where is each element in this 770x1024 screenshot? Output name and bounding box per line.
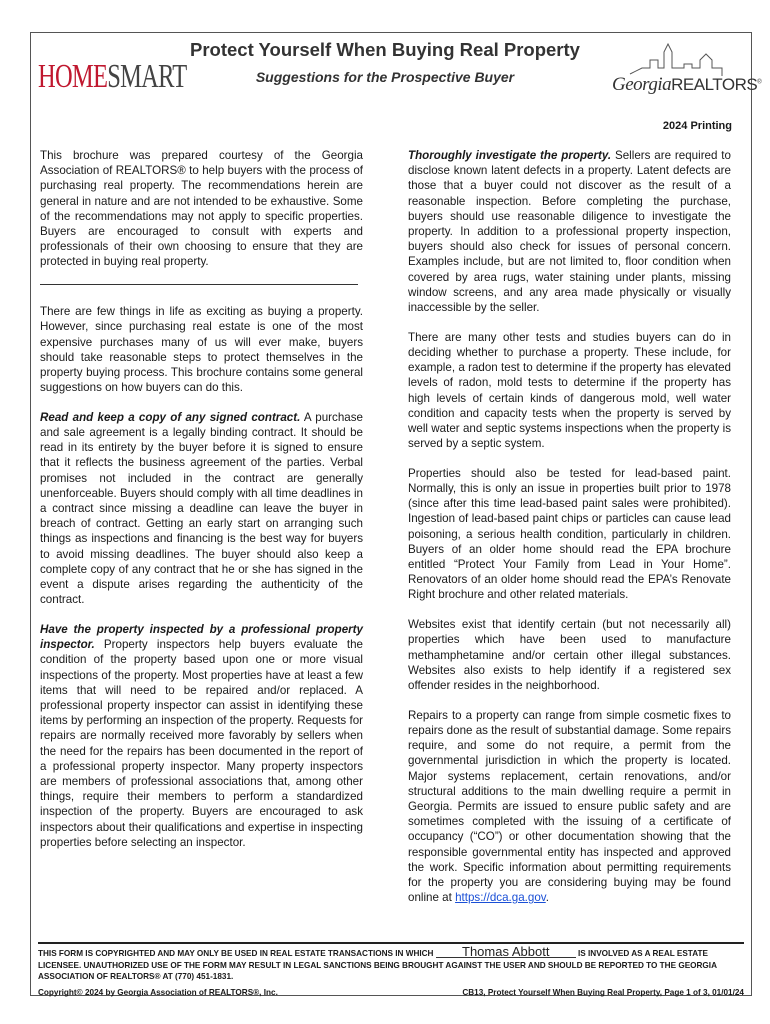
footer-rule bbox=[38, 942, 744, 944]
paragraph: Read and keep a copy of any signed contract. A purchase and sale agreement is a legally binding contract. It should be read in its entirety by the buyer before it is signed to ensure that it reflects the business agreement of the parties. Verbal promises not included in the contract are generally unenforceable. Buyers should comply with all time deadlines in a contract since missing a deadline can leave the buyer in breach of contract. Getting an early start on arranging such things as inspections and financing is the best way for buyers to avoid missing deadlines. The buyer should also keep a complete copy of any contract that he or she has signed in the event a dispute arises regarding the authenticity of the contract. bbox=[40, 410, 363, 607]
paragraph: Repairs to a property can range from simple cosmetic fixes to repairs done as the result of substantial damage. Some repairs require, and some do not require, a permit from the governmental jurisdiction in which the property is located. Major systems replacement, certain renovations, and/or structural additions to the main dwelling require a permit in Georgia. Permits are issued to ensure public safety and are sometimes completed with the issuing of a certificate of occupancy (“CO”) or other documentation showing that the responsible governmental entity has inspected and approved the work. Specific information about permitting requirements for the property you are considering buying may be found online at https://dca.ga.gov. bbox=[408, 708, 731, 905]
homesmart-logo: HOMESMART bbox=[38, 58, 187, 95]
copyright: Copyright© 2024 by Georgia Association of REALTORS®, Inc. bbox=[38, 987, 278, 997]
footer: THIS FORM IS COPYRIGHTED AND MAY ONLY BE USED IN REAL ESTATE TRANSACTIONS IN WHICH Thomas Abbott IS INVOLVED AS A REAL ESTATE LICENSEE. UNAUTHORIZED USE OF THE FORM MAY RESULT IN LEGAL SANCTIONS BEING BROUGHT AGAINST THE USER AND SHOULD BE REPORTED TO THE GEORGIA ASSOCIATION OF REALTORS® AT (770) 451-1831. Copyright© 2024 by Georgia Association of REALTORS®, Inc. CB13, Protect Yourself When Buying Real Property, Page 1 of 3, 01/01/24 bbox=[38, 944, 744, 997]
paragraph: Thoroughly investigate the property. Sellers are required to disclose known latent defects in a property. Latent defects are those that a buyer could not discover as the result of a reasonable inspection. Before completing the purchase, buyers should use reasonable diligence to investigate the property. In addition to a professional property inspection, buyers should also check for issues of personal concern. Examples include, but are not limited to, floor condition when covered by area rugs, water staining under plants, missing window screens, and any area made physically or visually inaccessible by the seller. bbox=[408, 149, 731, 315]
printing-year: 2024 Printing bbox=[662, 120, 732, 132]
section-heading: Thoroughly investigate the property. bbox=[408, 149, 612, 162]
licensee-name-field[interactable]: Thomas Abbott bbox=[436, 947, 576, 958]
dca-link[interactable]: https://dca.ga.gov bbox=[455, 891, 546, 905]
intro-paragraph: This brochure was prepared courtesy of the Georgia Association of REALTORS® to help buyers with the process of purchasing real property. The recommendations herein are general in nature and are not intended to be exhaustive. Some of the recommendations may not apply to specific properties. Buyers are encouraged to consult with experts and professionals of their own choosing to ensure that they are protected in buying real property. bbox=[40, 149, 363, 269]
page-subtitle: Suggestions for the Prospective Buyer bbox=[255, 69, 515, 85]
page-title: Protect Yourself When Buying Real Property bbox=[190, 39, 580, 60]
paragraph: Properties should also be tested for lead-based paint. Normally, this is only an issue in properties built prior to 1978 (since after this time lead-based paint sales were prohibited). Ingestion of lead-based paint chips or particles can cause lead poisoning, a serious health condition, particularly in children. Buyers of an older home should read the EPA brochure entitled “Protect Your Family from Lead in Your Home”. Renovators of an older home should read the EPA’s Renovate Right brochure and other related materials. bbox=[408, 466, 731, 602]
georgia-realtors-logo: GeorgiaREALTORS® bbox=[610, 38, 740, 104]
section-heading: Read and keep a copy of any signed contract. bbox=[40, 410, 301, 424]
divider bbox=[40, 284, 358, 285]
paragraph: There are many other tests and studies buyers can do in deciding whether to purchase a property. These include, for example, a radon test to determine if the property has elevated levels of radon, mold tests to determine if the property has high levels of certain kinds of dangerous mold, well water condition and capacity tests when the property is served by well water and septic systems inspections when the property is served by a septic system. bbox=[408, 330, 731, 451]
section-heading: Have the property inspected by a professional property inspector. bbox=[40, 622, 363, 652]
right-column bbox=[408, 148, 731, 920]
paragraph: Websites exist that identify certain (but not necessarily all) properties which have been used to manufacture methamphetamine and/or certain other illegal substances. Websites also exists to help identify if a registered sex offender resides in the neighborhood. bbox=[408, 618, 731, 692]
paragraph: Have the property inspected by a professional property inspector. Property inspectors help buyers evaluate the condition of the property based upon one or more visual inspections of the property. Most properties have at least a few items that will need to be repaired and/or replaced. A professional property inspector can assist in identifying these items by performing an inspection of the property. Requests for repairs are normally received more favorably by sellers when the need for the repairs has been documented in the report of a professional property inspector. Many property inspectors are members of professional associations that, among other things, require their members to perform a standardized inspection of the property. Buyers are encouraged to ask inspectors about their qualifications and expertise in inspecting properties before selecting an inspector. bbox=[40, 622, 363, 849]
skyline-icon bbox=[610, 38, 740, 78]
form-id: CB13, Protect Yourself When Buying Real Property, Page 1 of 3, 01/01/24 bbox=[462, 987, 744, 997]
paragraph: There are few things in life as exciting as buying a property. However, since purchasing real estate is one of the most expensive purchases many of us will ever make, buyers should take reasonable steps to protect themselves in the property buying process. This brochure contains some general suggestions on how buyers can do this. bbox=[40, 305, 363, 395]
left-column bbox=[40, 148, 363, 865]
